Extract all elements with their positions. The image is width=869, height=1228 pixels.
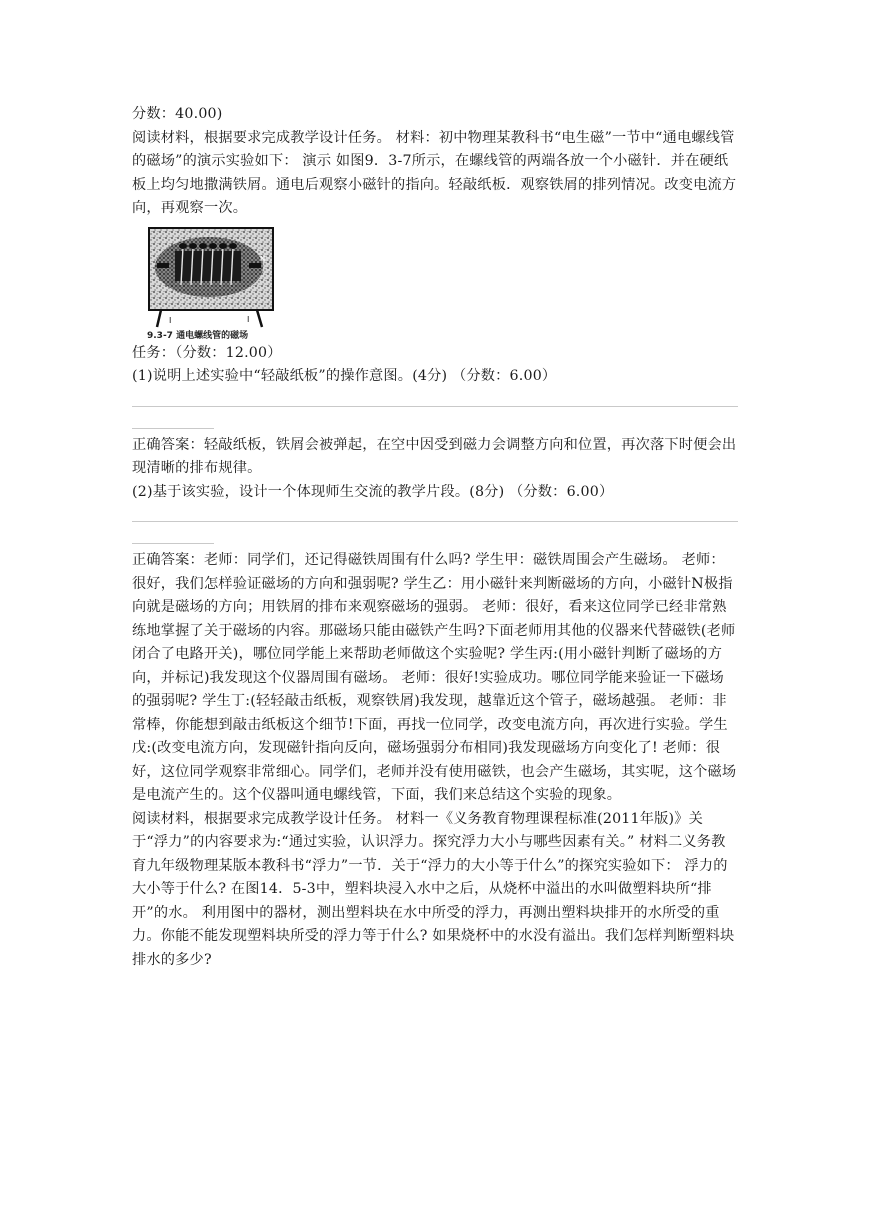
material-paragraph-2: 阅读材料，根据要求完成教学设计任务。 材料一《义务教育物理课程标准(2011年版)》关于“浮力”的内容要求为:“通过实验，认识浮力。探究浮力大小与哪些因素有关。” 材料二义务教育九年级物理某版本教科书“浮力”一节．关于“浮力的大小等于什么”的探究实验如下： 浮力的大小等于什么? 在图14．5-3中，塑料块浸入水中之后，从烧杯中溢出的水叫做塑料块所“排开”的水。 利用图中的器材，测出塑料块在水中所受的浮力，再测出塑料块排开的水所受的重力。你能不能发现塑料块所受的浮力等于什么? 如果烧杯中的水没有溢出。我们怎样判断塑料块排水的多少? — [132, 810, 735, 968]
document-body — [132, 103, 738, 972]
answer-divider-1 — [132, 406, 738, 407]
question-1: (1)说明上述实验中“轻敲纸板”的操作意图。(4分) （分数：6.00） — [132, 368, 557, 384]
task-header: 任务：（分数：12.00） — [132, 344, 282, 361]
answer-short-divider-1 — [132, 428, 214, 429]
figure-caption: 9.3-7 通电螺线管的磁场 — [147, 330, 249, 341]
question-2: (2)基于该实验，设计一个体现师生交流的教学片段。(8分) （分数：6.00） — [132, 483, 614, 500]
current-label-right: I — [247, 314, 250, 324]
answer-short-divider-2 — [132, 543, 214, 544]
answer-1: 正确答案：轻敲纸板，铁屑会被弹起，在空中因受到磁力会调整方向和位置，再次落下时便会出现清晰的排布规律。 — [132, 436, 737, 476]
score-line: 分数：40.00) — [132, 106, 223, 122]
solenoid-figure — [147, 225, 279, 342]
n-pole-label: N — [260, 254, 266, 263]
answer-divider-2 — [132, 521, 738, 522]
current-label-left: I — [169, 315, 172, 325]
material-paragraph-1: 阅读材料，根据要求完成教学设计任务。 材料：初中物理某教科书“电生磁”一节中“通电螺线管的磁场”的演示实验如下： 演示 如图9．3-7所示，在螺线管的两端各放一个小磁针．并在硬纸板上均匀地撒满铁屑。通电后观察小磁针的指向。轻敲纸板．观察铁屑的排列情况。改变电流方向，再观察一次。 — [132, 129, 737, 216]
answer-2: 正确答案：老师：同学们，还记得磁铁周围有什么吗? 学生甲：磁铁周围会产生磁场。 老师：很好，我们怎样验证磁场的方向和强弱呢? 学生乙：用小磁针来判断磁场的方向，小磁针N极指向就是磁场的方向；用铁屑的排布来观察磁场的强弱。 老师：很好，看来这位同学已经非常熟练地掌握了关于磁场的内容。那磁场只能由磁铁产生吗?下面老师用其他的仪器来代替磁铁(老师闭合了电路开关)，哪位同学能上来帮助老师做这个实验呢? 学生丙:(用小磁针判断了磁场的方向，并标记)我发现这个仪器周围有磁场。 老师：很好!实验成功。哪位同学能来验证一下磁场的强弱呢? 学生丁:(轻轻敲击纸板，观察铁屑)我发现，越靠近这个管子，磁场越强。 老师：非常棒，你能想到敲击纸板这个细节!下面，再找一位同学，改变电流方向，再次进行实验。学生戊:(改变电流方向，发现磁针指向反向，磁场强弱分布相同)我发现磁场方向变化了! 老师：很好，这位同学观察非常细心。同学们，老师并没有使用磁铁，也会产生磁场，其实呢，这个磁场是电流产生的。这个仪器叫通电螺线管，下面，我们来总结这个实验的现象。 — [132, 552, 737, 803]
solenoid-iron-filings-image — [147, 225, 277, 329]
